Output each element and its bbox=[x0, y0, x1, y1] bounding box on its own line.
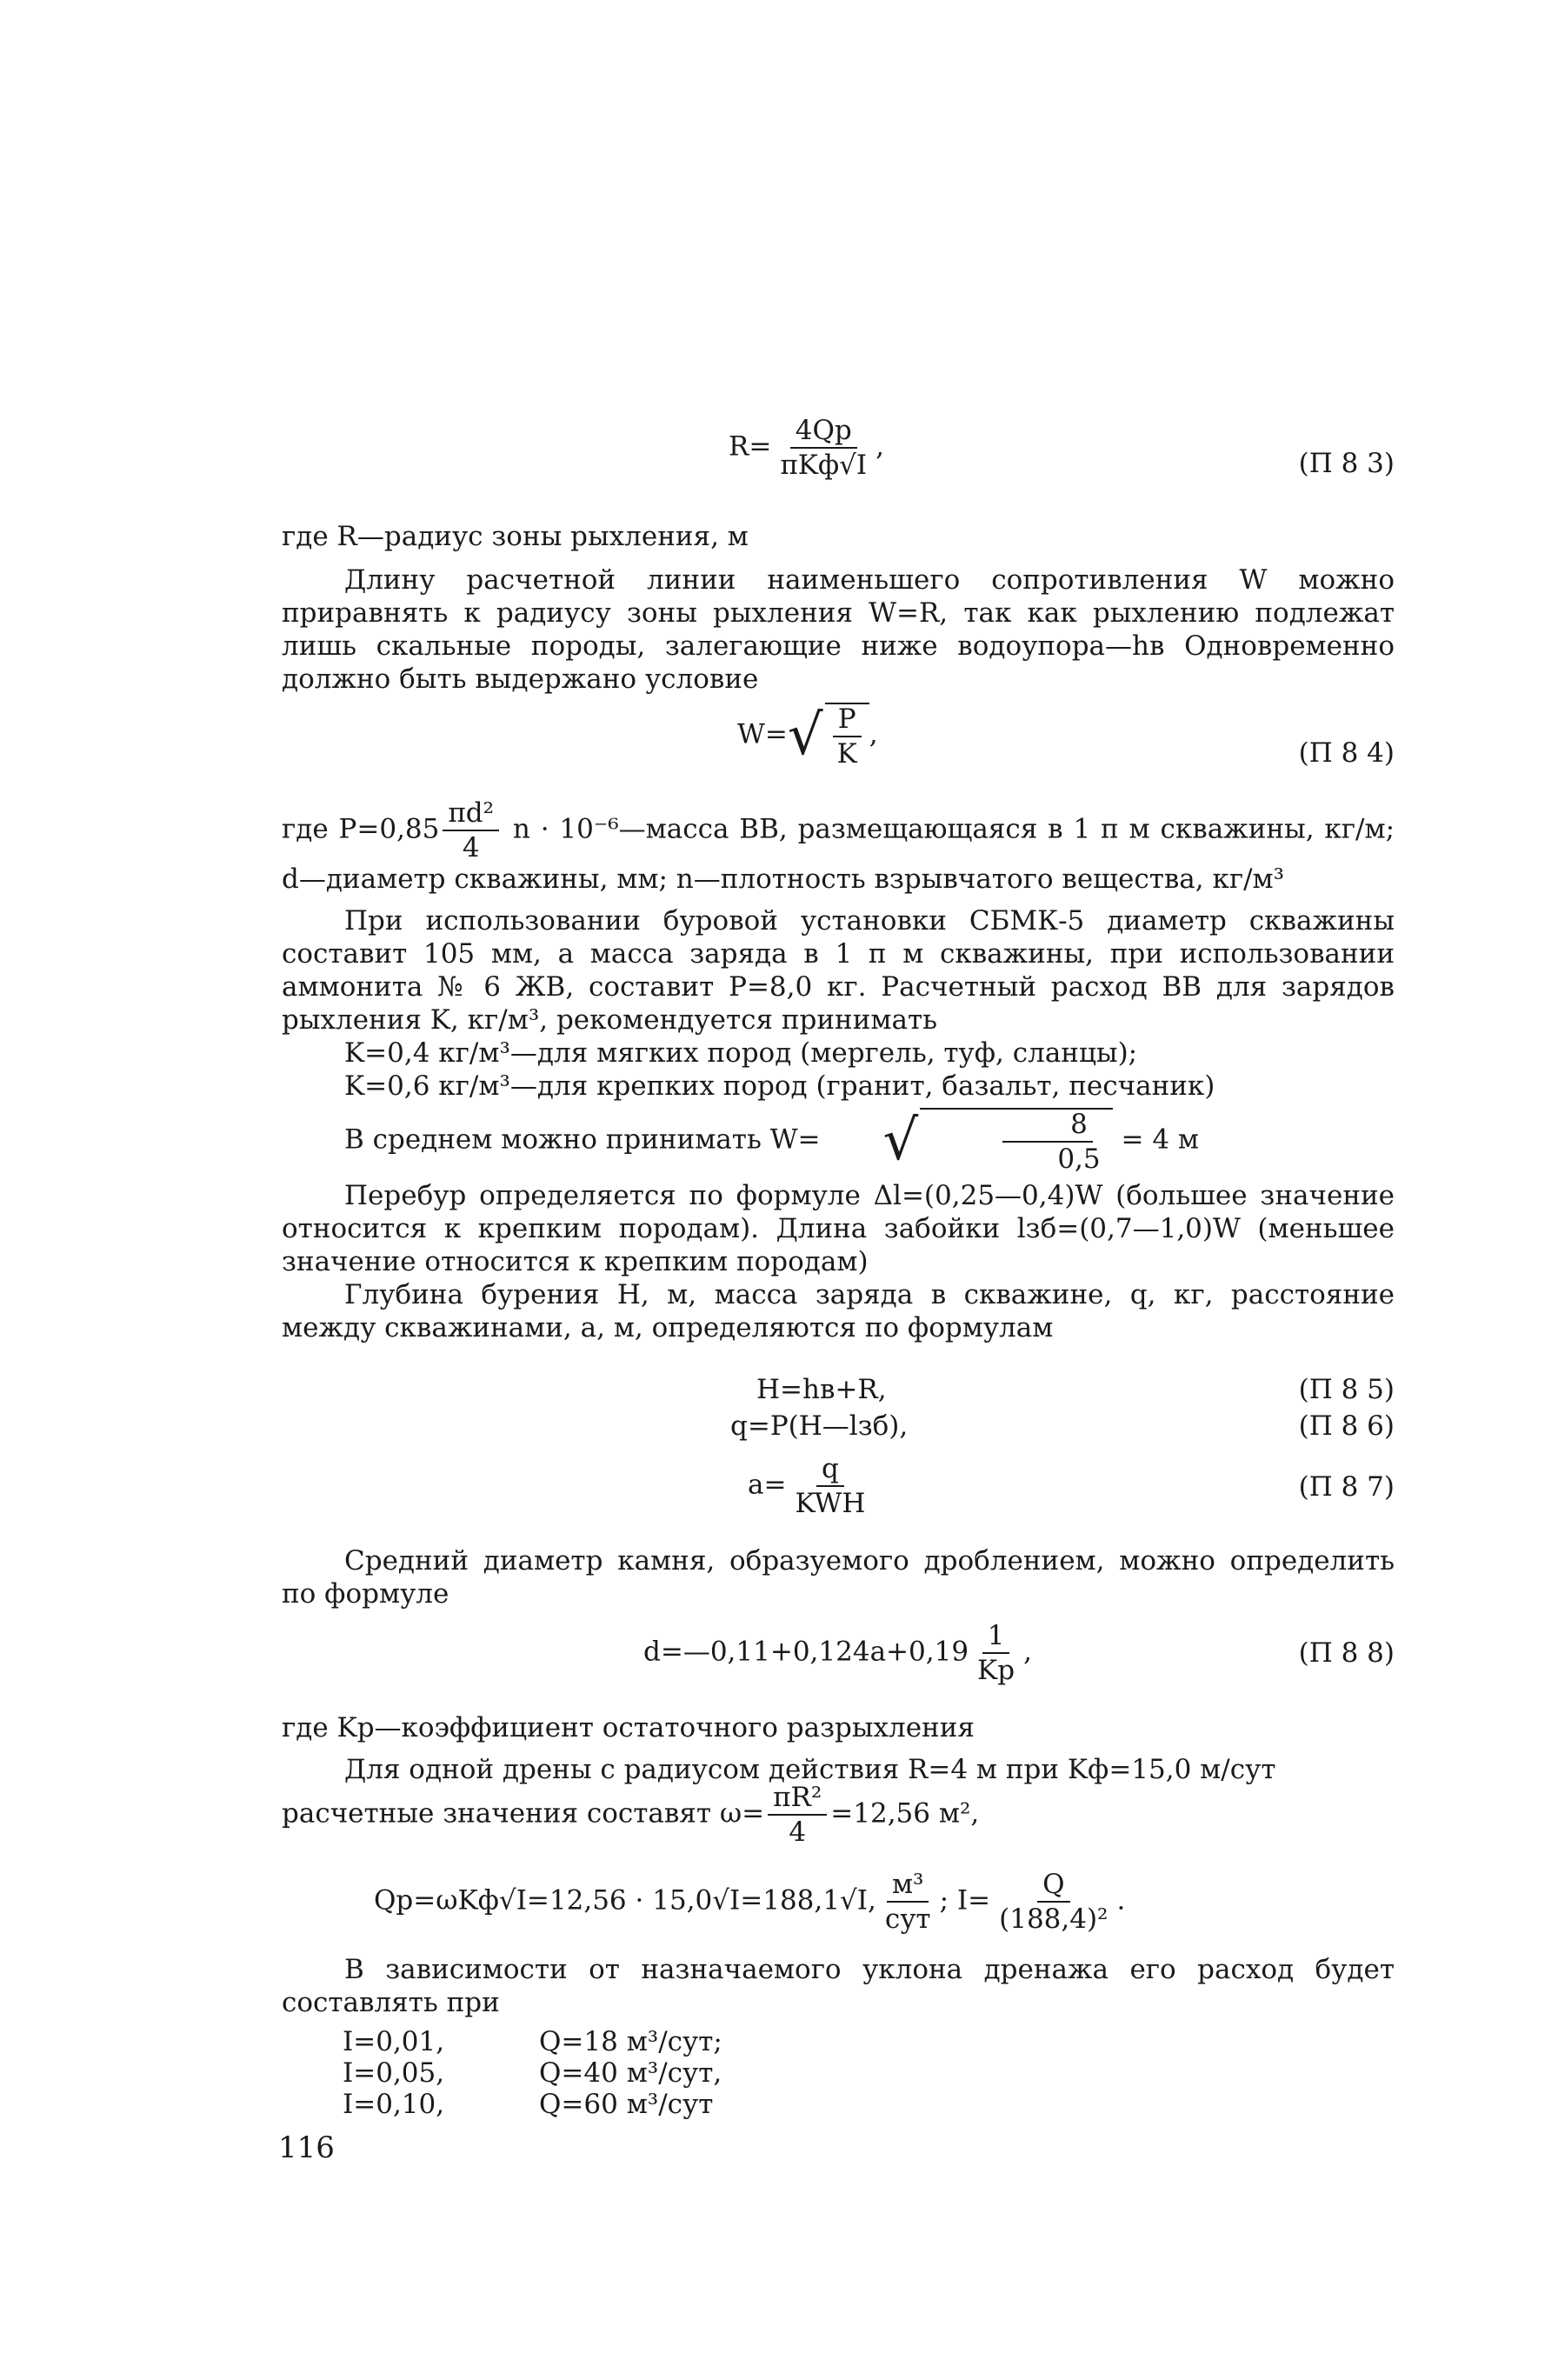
formula-tail: , bbox=[876, 430, 884, 463]
paragraph: Длину расчетной линии наименьшего сопротивления W можно приравнять к радиусу зоны рыхления W=R, так как рыхлению подлежат лишь скальные породы, залегающие ниже водоупора—hв Одновременно должно быть выдержано условие bbox=[282, 564, 1395, 695]
text-block-3 bbox=[282, 1544, 1395, 1610]
text-block-2 bbox=[282, 798, 1395, 1344]
fraction-numerator: 1 bbox=[982, 1621, 1010, 1654]
square-root bbox=[821, 1108, 1113, 1174]
radicand bbox=[920, 1108, 1112, 1174]
text-block-1 bbox=[282, 520, 1395, 696]
formula-omega bbox=[282, 1783, 979, 1847]
paragraph: При использовании буровой установки СБМК-5 диаметр скважины составит 105 мм, а масса заряда в 1 п м скважины, при использовании аммонита № 6 ЖВ, составит P=8,0 кг. Расчетный расход ВВ для зарядов рыхления K, кг/м³, рекомендуется принимать bbox=[282, 905, 1395, 1036]
text-run: . bbox=[1116, 1884, 1126, 1917]
paragraph: Средний диаметр камня, образуемого дроблением, можно определить по формуле bbox=[282, 1545, 1395, 1610]
list-item-i: I=0,05, bbox=[343, 2057, 445, 2089]
text-run: n · 10⁻⁶—масса ВВ, размещающаяся в 1 п м скважины, кг/м; d—диаметр скважины, мм; n—плотность взрывчатого вещества, кг/м³ bbox=[282, 813, 1395, 895]
paragraph: Для одной дрены с радиусом действия R=4 м при Kф=15,0 м/сут bbox=[344, 1754, 1276, 1785]
formula-p85: H=hв+R, bbox=[756, 1374, 887, 1405]
fraction-denominator: K bbox=[836, 738, 857, 770]
fraction-numerator: πd² bbox=[443, 798, 499, 831]
formula-tail: , bbox=[1023, 1636, 1032, 1668]
formula-p83 bbox=[729, 416, 884, 480]
fraction bbox=[994, 1870, 1113, 1934]
paragraph: Глубина бурения H, м, масса заряда в скважине, q, кг, расстояние между скважинами, a, м, определяются по формулам bbox=[282, 1279, 1395, 1343]
formula-tail: , bbox=[869, 718, 878, 750]
paragraph: где Kр—коэффициент остаточного разрыхления bbox=[282, 1712, 975, 1743]
fraction bbox=[789, 1454, 870, 1518]
radical-sign: √ bbox=[882, 1109, 919, 1173]
fraction-numerator: 8 bbox=[1002, 1110, 1093, 1143]
formula-p88 bbox=[643, 1621, 1032, 1685]
fraction-denominator: πKф√I bbox=[780, 450, 868, 481]
list-item-i: I=0,01, bbox=[343, 2026, 445, 2057]
fraction-denominator: 4 bbox=[462, 832, 480, 863]
paragraph: K=0,6 кг/м³—для крепких пород (гранит, базальт, песчаник) bbox=[344, 1070, 1215, 1102]
paragraph: K=0,4 кг/м³—для мягких пород (мергель, туф, сланцы); bbox=[344, 1037, 1138, 1069]
paragraph bbox=[282, 798, 1395, 896]
formula-lhs: d=—0,11+0,124a+0,19 bbox=[643, 1636, 969, 1668]
fraction bbox=[443, 798, 499, 863]
text-run: расчетные значения составят ω= bbox=[282, 1797, 765, 1830]
list-item-q: Q=60 м³/сут bbox=[539, 2089, 714, 2120]
text-run: где P=0,85 bbox=[282, 813, 440, 845]
formula-lhs: a= bbox=[748, 1469, 787, 1501]
paragraph: В зависимости от назначаемого уклона дренажа его расход будет составлять при bbox=[282, 1954, 1395, 2018]
fraction-numerator: πR² bbox=[768, 1783, 827, 1816]
fraction bbox=[880, 1870, 936, 1934]
paragraph: Перебур определяется по формуле Δl=(0,25—0,4)W (большее значение относится к крепким породам). Длина забойки lзб=(0,7—1,0)W (меньшее значение относится к крепким породам) bbox=[282, 1180, 1395, 1277]
fraction bbox=[832, 704, 862, 769]
fraction bbox=[972, 1621, 1020, 1685]
list-item-i: I=0,10, bbox=[343, 2089, 445, 2120]
fraction bbox=[775, 416, 872, 480]
fraction-numerator: м³ bbox=[887, 1870, 929, 1903]
formula-lhs: R= bbox=[729, 430, 772, 463]
paragraph bbox=[282, 1108, 1395, 1174]
radicand bbox=[825, 703, 869, 769]
fraction-numerator: q bbox=[816, 1454, 844, 1487]
text-run: Qр=ωKф√I=12,56 · 15,0√I=188,1√I, bbox=[374, 1884, 876, 1917]
fraction-denominator: Kр bbox=[977, 1655, 1015, 1686]
list-item-q: Q=40 м³/сут, bbox=[539, 2057, 722, 2089]
page-number: 116 bbox=[278, 2130, 335, 2165]
formula-number: (П 8 3) bbox=[1298, 448, 1395, 479]
fraction-numerator: P bbox=[833, 704, 862, 737]
fraction bbox=[768, 1783, 827, 1847]
fraction-numerator: 4Qр bbox=[790, 416, 857, 449]
formula-number: (П 8 8) bbox=[1298, 1637, 1395, 1669]
fraction-denominator: сут bbox=[884, 1903, 931, 1935]
formula-p87 bbox=[748, 1454, 874, 1518]
fraction-denominator: KWH bbox=[795, 1488, 866, 1519]
fraction bbox=[989, 1110, 1105, 1174]
fraction-denominator: 4 bbox=[789, 1817, 807, 1848]
fraction-denominator: (188,4)² bbox=[999, 1903, 1109, 1935]
paragraph: где R—радиус зоны рыхления, м bbox=[282, 521, 749, 552]
formula-p86: q=P(H—lзб), bbox=[730, 1410, 909, 1442]
formula-number: (П 8 6) bbox=[1298, 1410, 1395, 1442]
formula-p84 bbox=[737, 703, 878, 769]
square-root bbox=[788, 703, 869, 769]
formula-qp bbox=[374, 1870, 1125, 1934]
radical-sign: √ bbox=[787, 703, 823, 768]
formula-number: (П 8 4) bbox=[1298, 737, 1395, 769]
text-run: =12,56 м², bbox=[830, 1797, 980, 1830]
fraction-numerator: Q bbox=[1037, 1870, 1069, 1903]
fraction-denominator: 0,5 bbox=[1057, 1143, 1101, 1175]
list-item-q: Q=18 м³/сут; bbox=[539, 2026, 722, 2057]
text-run: ; I= bbox=[939, 1884, 991, 1917]
text-run: В среднем можно принимать W= bbox=[344, 1123, 821, 1156]
formula-number: (П 8 7) bbox=[1298, 1471, 1395, 1503]
text-block-4 bbox=[282, 1711, 1395, 1786]
formula-lhs: W= bbox=[737, 718, 788, 750]
text-run: = 4 м bbox=[1121, 1123, 1200, 1156]
formula-number: (П 8 5) bbox=[1298, 1374, 1395, 1405]
text-block-5 bbox=[282, 1953, 1395, 2019]
